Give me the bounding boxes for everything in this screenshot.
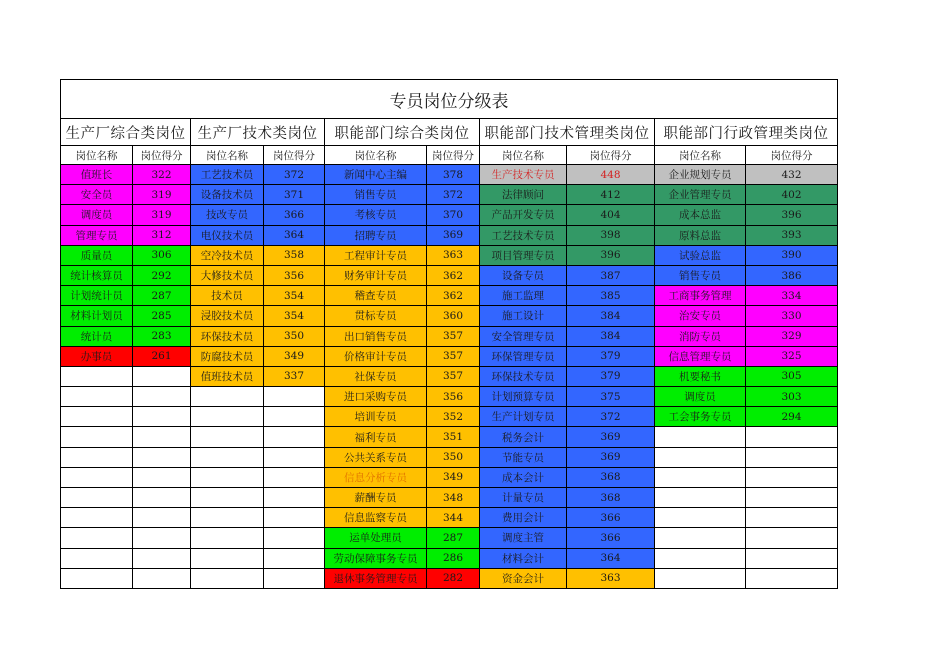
- grading-sheet: [60, 79, 837, 590]
- position-name-cell: 生产计划专员: [480, 407, 567, 427]
- position-score-cell: [133, 508, 191, 528]
- position-name-cell: 税务会计: [480, 427, 567, 447]
- position-name-cell: 项目管理专员: [480, 245, 567, 265]
- position-score-cell: 368: [567, 467, 655, 487]
- position-score-cell: 319: [133, 185, 191, 205]
- position-name-cell: 公共关系专员: [325, 447, 427, 467]
- position-name-cell: 价格审计专员: [325, 346, 427, 366]
- position-score-cell: 363: [567, 568, 655, 588]
- position-name-cell: 质量员: [61, 245, 133, 265]
- position-score-cell: [746, 508, 838, 528]
- position-score-cell: 378: [427, 165, 480, 185]
- position-score-cell: 283: [133, 326, 191, 346]
- position-name-cell: 施工设计: [480, 306, 567, 326]
- position-name-cell: [655, 528, 746, 548]
- position-name-cell: 节能专员: [480, 447, 567, 467]
- grading-table: [60, 79, 838, 589]
- position-score-cell: 366: [567, 528, 655, 548]
- position-score-cell: 366: [567, 508, 655, 528]
- position-score-cell: 354: [264, 286, 325, 306]
- position-score-cell: [264, 387, 325, 407]
- position-score-cell: [746, 568, 838, 588]
- position-score-cell: [746, 447, 838, 467]
- title-row: [61, 80, 838, 119]
- position-score-cell: 362: [427, 286, 480, 306]
- column-header-name: 岗位名称: [325, 146, 427, 165]
- position-score-cell: 349: [264, 346, 325, 366]
- table-row: [61, 488, 838, 508]
- position-name-cell: 生产技术专员: [480, 165, 567, 185]
- column-header-name: 岗位名称: [655, 146, 746, 165]
- position-name-cell: [655, 427, 746, 447]
- position-score-cell: 432: [746, 165, 838, 185]
- position-name-cell: [655, 508, 746, 528]
- position-name-cell: 销售专员: [655, 265, 746, 285]
- position-name-cell: 大修技术员: [191, 265, 264, 285]
- position-score-cell: 396: [746, 205, 838, 225]
- position-score-cell: [264, 467, 325, 487]
- position-name-cell: [191, 508, 264, 528]
- column-header-name: 岗位名称: [480, 146, 567, 165]
- position-name-cell: 计划预算专员: [480, 387, 567, 407]
- position-name-cell: [655, 488, 746, 508]
- position-name-cell: 浸胶技术员: [191, 306, 264, 326]
- position-name-cell: [655, 467, 746, 487]
- position-name-cell: [191, 568, 264, 588]
- column-header-row: [61, 146, 838, 165]
- position-name-cell: 办事员: [61, 346, 133, 366]
- position-score-cell: 305: [746, 366, 838, 386]
- position-name-cell: 技改专员: [191, 205, 264, 225]
- position-score-cell: 285: [133, 306, 191, 326]
- position-name-cell: [61, 528, 133, 548]
- position-name-cell: 调度主管: [480, 528, 567, 548]
- position-name-cell: 考核专员: [325, 205, 427, 225]
- position-score-cell: [133, 467, 191, 487]
- position-score-cell: 369: [427, 225, 480, 245]
- position-score-cell: [133, 568, 191, 588]
- position-score-cell: [133, 387, 191, 407]
- table-row: [61, 286, 838, 306]
- position-name-cell: 薪酬专员: [325, 488, 427, 508]
- table-row: [61, 467, 838, 487]
- position-name-cell: [191, 407, 264, 427]
- position-score-cell: 261: [133, 346, 191, 366]
- position-score-cell: 398: [567, 225, 655, 245]
- table-row: [61, 387, 838, 407]
- position-name-cell: 运单处理员: [325, 528, 427, 548]
- table-row: [61, 447, 838, 467]
- position-score-cell: [133, 488, 191, 508]
- position-name-cell: 贯标专员: [325, 306, 427, 326]
- position-name-cell: 施工监理: [480, 286, 567, 306]
- position-name-cell: 环保技术专员: [480, 366, 567, 386]
- position-name-cell: 工程审计专员: [325, 245, 427, 265]
- position-name-cell: 统计核算员: [61, 265, 133, 285]
- position-score-cell: 325: [746, 346, 838, 366]
- position-name-cell: 调度员: [655, 387, 746, 407]
- position-score-cell: 379: [567, 346, 655, 366]
- position-name-cell: [655, 568, 746, 588]
- column-header-score: 岗位得分: [427, 146, 480, 165]
- position-name-cell: 工会事务专员: [655, 407, 746, 427]
- position-score-cell: 384: [567, 306, 655, 326]
- position-name-cell: 值班长: [61, 165, 133, 185]
- position-name-cell: [61, 427, 133, 447]
- column-header-score: 岗位得分: [567, 146, 655, 165]
- position-score-cell: [264, 488, 325, 508]
- position-name-cell: 社保专员: [325, 366, 427, 386]
- position-score-cell: [264, 508, 325, 528]
- table-row: [61, 568, 838, 588]
- position-name-cell: [61, 508, 133, 528]
- position-score-cell: 356: [264, 265, 325, 285]
- position-name-cell: 计划统计员: [61, 286, 133, 306]
- group-header: 生产厂综合类岗位: [61, 119, 191, 146]
- position-name-cell: 原料总监: [655, 225, 746, 245]
- position-score-cell: 396: [567, 245, 655, 265]
- group-header: 职能部门综合类岗位: [325, 119, 480, 146]
- position-score-cell: 286: [427, 548, 480, 568]
- position-name-cell: [191, 548, 264, 568]
- position-name-cell: 电仪技术员: [191, 225, 264, 245]
- table-row: [61, 225, 838, 245]
- position-score-cell: [264, 568, 325, 588]
- position-score-cell: 357: [427, 366, 480, 386]
- position-score-cell: 357: [427, 326, 480, 346]
- position-name-cell: 财务审计专员: [325, 265, 427, 285]
- position-name-cell: 培训专员: [325, 407, 427, 427]
- position-name-cell: [655, 548, 746, 568]
- position-score-cell: [133, 528, 191, 548]
- table-row: [61, 205, 838, 225]
- position-name-cell: 安全管理专员: [480, 326, 567, 346]
- position-name-cell: [61, 447, 133, 467]
- position-score-cell: 360: [427, 306, 480, 326]
- position-name-cell: 设备技术员: [191, 185, 264, 205]
- position-name-cell: [61, 387, 133, 407]
- position-score-cell: [264, 528, 325, 548]
- position-score-cell: 303: [746, 387, 838, 407]
- position-score-cell: [133, 427, 191, 447]
- position-name-cell: 费用会计: [480, 508, 567, 528]
- position-name-cell: 成本会计: [480, 467, 567, 487]
- column-header-name: 岗位名称: [61, 146, 133, 165]
- position-name-cell: 信息监察专员: [325, 508, 427, 528]
- position-score-cell: 402: [746, 185, 838, 205]
- position-score-cell: 412: [567, 185, 655, 205]
- position-name-cell: 劳动保障事务专员: [325, 548, 427, 568]
- position-name-cell: [191, 467, 264, 487]
- position-score-cell: 379: [567, 366, 655, 386]
- position-name-cell: 退休事务管理专员: [325, 568, 427, 588]
- position-score-cell: 390: [746, 245, 838, 265]
- group-header: 生产厂技术类岗位: [191, 119, 325, 146]
- position-name-cell: 企业管理专员: [655, 185, 746, 205]
- position-score-cell: 448: [567, 165, 655, 185]
- position-score-cell: 372: [264, 165, 325, 185]
- table-row: [61, 366, 838, 386]
- position-name-cell: 工商事务管理: [655, 286, 746, 306]
- position-score-cell: [746, 528, 838, 548]
- table-row: [61, 528, 838, 548]
- position-score-cell: 364: [264, 225, 325, 245]
- position-score-cell: 385: [567, 286, 655, 306]
- position-name-cell: 福利专员: [325, 427, 427, 447]
- position-score-cell: [133, 447, 191, 467]
- position-score-cell: 370: [427, 205, 480, 225]
- position-name-cell: 稽查专员: [325, 286, 427, 306]
- position-score-cell: 387: [567, 265, 655, 285]
- position-score-cell: 322: [133, 165, 191, 185]
- position-name-cell: 计量专员: [480, 488, 567, 508]
- position-name-cell: [61, 366, 133, 386]
- position-name-cell: [655, 447, 746, 467]
- table-row: [61, 326, 838, 346]
- position-score-cell: 344: [427, 508, 480, 528]
- position-score-cell: 287: [133, 286, 191, 306]
- position-name-cell: [61, 548, 133, 568]
- position-name-cell: [61, 568, 133, 588]
- position-name-cell: 信息分析专员: [325, 467, 427, 487]
- position-name-cell: 进口采购专员: [325, 387, 427, 407]
- position-name-cell: 成本总监: [655, 205, 746, 225]
- position-score-cell: [133, 407, 191, 427]
- position-score-cell: 369: [567, 447, 655, 467]
- position-name-cell: 信息管理专员: [655, 346, 746, 366]
- position-name-cell: 机要秘书: [655, 366, 746, 386]
- position-score-cell: 356: [427, 387, 480, 407]
- position-score-cell: [746, 427, 838, 447]
- position-name-cell: 企业规划专员: [655, 165, 746, 185]
- position-score-cell: 404: [567, 205, 655, 225]
- position-name-cell: [191, 387, 264, 407]
- position-score-cell: 354: [264, 306, 325, 326]
- position-score-cell: 371: [264, 185, 325, 205]
- table-row: [61, 245, 838, 265]
- position-name-cell: 环保管理专员: [480, 346, 567, 366]
- position-name-cell: 统计员: [61, 326, 133, 346]
- column-header-score: 岗位得分: [264, 146, 325, 165]
- position-score-cell: 358: [264, 245, 325, 265]
- position-score-cell: [264, 447, 325, 467]
- position-score-cell: 362: [427, 265, 480, 285]
- position-name-cell: 安全员: [61, 185, 133, 205]
- position-name-cell: 治安专员: [655, 306, 746, 326]
- position-score-cell: [264, 427, 325, 447]
- group-header-row: [61, 119, 838, 146]
- position-score-cell: 282: [427, 568, 480, 588]
- position-name-cell: 管理专员: [61, 225, 133, 245]
- table-row: [61, 165, 838, 185]
- group-header: 职能部门行政管理类岗位: [655, 119, 838, 146]
- position-score-cell: 306: [133, 245, 191, 265]
- table-row: [61, 407, 838, 427]
- position-score-cell: 312: [133, 225, 191, 245]
- position-name-cell: 销售专员: [325, 185, 427, 205]
- position-name-cell: 调度员: [61, 205, 133, 225]
- position-name-cell: 工艺技术专员: [480, 225, 567, 245]
- position-score-cell: 319: [133, 205, 191, 225]
- position-name-cell: [61, 407, 133, 427]
- position-score-cell: 329: [746, 326, 838, 346]
- position-score-cell: 287: [427, 528, 480, 548]
- position-score-cell: 372: [427, 185, 480, 205]
- position-name-cell: 新闻中心主编: [325, 165, 427, 185]
- table-row: [61, 346, 838, 366]
- position-score-cell: 294: [746, 407, 838, 427]
- position-name-cell: 值班技术员: [191, 366, 264, 386]
- position-name-cell: 出口销售专员: [325, 326, 427, 346]
- position-name-cell: 产品开发专员: [480, 205, 567, 225]
- table-row: [61, 185, 838, 205]
- position-name-cell: 环保技术员: [191, 326, 264, 346]
- position-score-cell: 348: [427, 488, 480, 508]
- position-name-cell: 材料会计: [480, 548, 567, 568]
- position-score-cell: 330: [746, 306, 838, 326]
- position-name-cell: 试验总监: [655, 245, 746, 265]
- position-name-cell: 法律顾问: [480, 185, 567, 205]
- position-score-cell: [264, 407, 325, 427]
- position-score-cell: 368: [567, 488, 655, 508]
- position-score-cell: 357: [427, 346, 480, 366]
- position-score-cell: 369: [567, 427, 655, 447]
- position-name-cell: [191, 488, 264, 508]
- position-name-cell: [191, 427, 264, 447]
- position-score-cell: 372: [567, 407, 655, 427]
- position-name-cell: 设备专员: [480, 265, 567, 285]
- position-name-cell: 资金会计: [480, 568, 567, 588]
- position-score-cell: [746, 548, 838, 568]
- position-name-cell: [61, 467, 133, 487]
- position-name-cell: [61, 488, 133, 508]
- position-name-cell: 材料计划员: [61, 306, 133, 326]
- position-name-cell: 招聘专员: [325, 225, 427, 245]
- position-score-cell: [746, 467, 838, 487]
- position-name-cell: 技术员: [191, 286, 264, 306]
- position-name-cell: 消防专员: [655, 326, 746, 346]
- column-header-score: 岗位得分: [746, 146, 838, 165]
- position-score-cell: 334: [746, 286, 838, 306]
- position-score-cell: 350: [264, 326, 325, 346]
- position-score-cell: 350: [427, 447, 480, 467]
- table-row: [61, 508, 838, 528]
- position-name-cell: 空冷技术员: [191, 245, 264, 265]
- position-score-cell: 351: [427, 427, 480, 447]
- table-row: [61, 306, 838, 326]
- position-score-cell: 292: [133, 265, 191, 285]
- position-name-cell: [191, 528, 264, 548]
- position-score-cell: [133, 366, 191, 386]
- position-name-cell: [191, 447, 264, 467]
- position-score-cell: 363: [427, 245, 480, 265]
- position-score-cell: 384: [567, 326, 655, 346]
- position-score-cell: 349: [427, 467, 480, 487]
- position-score-cell: 366: [264, 205, 325, 225]
- table-row: [61, 265, 838, 285]
- position-score-cell: [746, 488, 838, 508]
- group-header: 职能部门技术管理类岗位: [480, 119, 655, 146]
- position-name-cell: 工艺技术员: [191, 165, 264, 185]
- position-score-cell: [264, 548, 325, 568]
- position-score-cell: 337: [264, 366, 325, 386]
- position-score-cell: [133, 548, 191, 568]
- table-row: [61, 427, 838, 447]
- position-name-cell: 防腐技术员: [191, 346, 264, 366]
- sheet-title: 专员岗位分级表: [61, 80, 838, 119]
- column-header-score: 岗位得分: [133, 146, 191, 165]
- position-score-cell: 393: [746, 225, 838, 245]
- position-score-cell: 364: [567, 548, 655, 568]
- table-row: [61, 548, 838, 568]
- position-score-cell: 375: [567, 387, 655, 407]
- position-score-cell: 352: [427, 407, 480, 427]
- position-score-cell: 386: [746, 265, 838, 285]
- column-header-name: 岗位名称: [191, 146, 264, 165]
